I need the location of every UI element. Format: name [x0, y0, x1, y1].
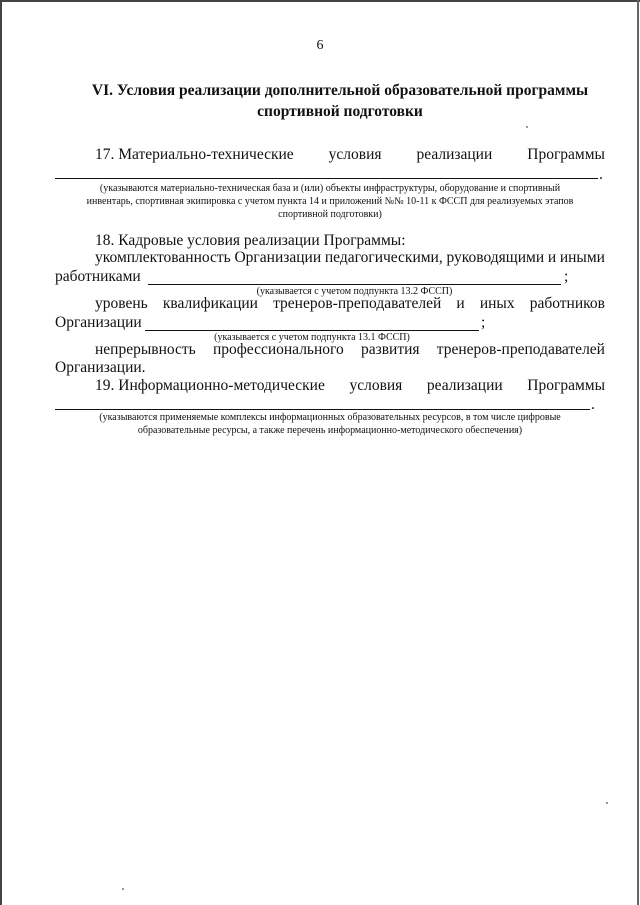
- item-17-note-line-2: инвентарь, спортивная экипировка с учетом пункта 14 и приложений №№ 10-11 к ФССП для реализуемых этапов: [86, 196, 574, 207]
- staffing-word: укомплектованность: [95, 249, 231, 266]
- item-18-title: 18. Кадровые условия реализации Программы:: [95, 232, 406, 249]
- item-17-word: реализации: [416, 146, 493, 163]
- qualification-word: работников: [529, 295, 605, 312]
- item-17-note: [55, 182, 605, 221]
- staffing-end-mark: ;: [564, 268, 569, 285]
- staffing-word: руководящими: [446, 249, 545, 266]
- item-17-line: [95, 146, 605, 164]
- staffing-continuation: работниками: [55, 268, 141, 285]
- item-19-line: [95, 377, 605, 395]
- item-17-word: условия: [328, 146, 382, 163]
- item-19-word: 19. Информационно-методические: [95, 377, 325, 394]
- item-17-fill-line: [55, 178, 598, 179]
- item-18-continuity-line: [95, 341, 605, 359]
- qualification-continuation: Организации: [55, 314, 142, 331]
- item-19-note-line-1: (указываются применяемые комплексы информационных образовательных ресурсов, в том числе цифровые: [99, 412, 561, 423]
- scan-border-left: [0, 0, 2, 905]
- item-19-note: [55, 411, 605, 437]
- item-17-note-line-1: (указываются материально-техническая база и (или) объекты инфраструктуры, оборудование и спортивный: [99, 183, 561, 194]
- staffing-word: иными: [559, 249, 605, 266]
- continuity-word: непрерывность: [95, 341, 196, 358]
- item-17-note-line-3: спортивной подготовки): [278, 209, 382, 220]
- section-title-line-2: спортивной подготовки: [257, 103, 423, 120]
- item-18-staffing-line: [95, 249, 605, 267]
- staffing-word: педагогическими,: [324, 249, 443, 266]
- qualification-word: уровень: [95, 295, 148, 312]
- staffing-word: и: [547, 249, 557, 266]
- section-title: [60, 80, 620, 122]
- qualification-word: иных: [479, 295, 515, 312]
- continuity-word: профессионального: [212, 341, 344, 358]
- page-number: 6: [316, 38, 324, 53]
- scan-speck: [122, 888, 124, 890]
- qualification-note: (указывается с учетом подпункта 13.1 ФССП): [214, 332, 410, 343]
- item-17-end-mark: .: [599, 166, 603, 183]
- qualification-word: тренеров-преподавателей: [273, 295, 442, 312]
- scan-border-top: [0, 0, 640, 2]
- item-17-word: 17. Материально-технические: [95, 146, 294, 163]
- staffing-word: Организации: [234, 249, 322, 266]
- continuity-continuation: Организации.: [55, 359, 146, 376]
- item-19-word: реализации: [426, 377, 503, 394]
- item-19-word: условия: [349, 377, 403, 394]
- item-19-end-mark: .: [591, 396, 595, 413]
- item-17-word: Программы: [527, 146, 605, 163]
- item-19-fill-line: [55, 409, 590, 410]
- item-19-word: Программы: [527, 377, 605, 394]
- item-19-note-line-2: образовательные ресурсы, а также перечень информационно-методического обеспечения): [137, 425, 523, 436]
- qualification-end-mark: ;: [481, 314, 486, 331]
- qualification-word: квалификации: [162, 295, 258, 312]
- qualification-word: и: [456, 295, 465, 312]
- scan-speck: [606, 802, 608, 804]
- scan-speck: [526, 126, 528, 128]
- continuity-word: тренеров-преподавателей: [436, 341, 605, 358]
- staffing-note: (указывается с учетом подпункта 13.2 ФССП): [256, 286, 453, 297]
- section-title-line-1: VI. Условия реализации дополнительной образовательной программы: [91, 82, 589, 99]
- item-18-qualification-line: [95, 295, 605, 313]
- continuity-word: развития: [360, 341, 420, 358]
- scan-border-right: [637, 0, 639, 905]
